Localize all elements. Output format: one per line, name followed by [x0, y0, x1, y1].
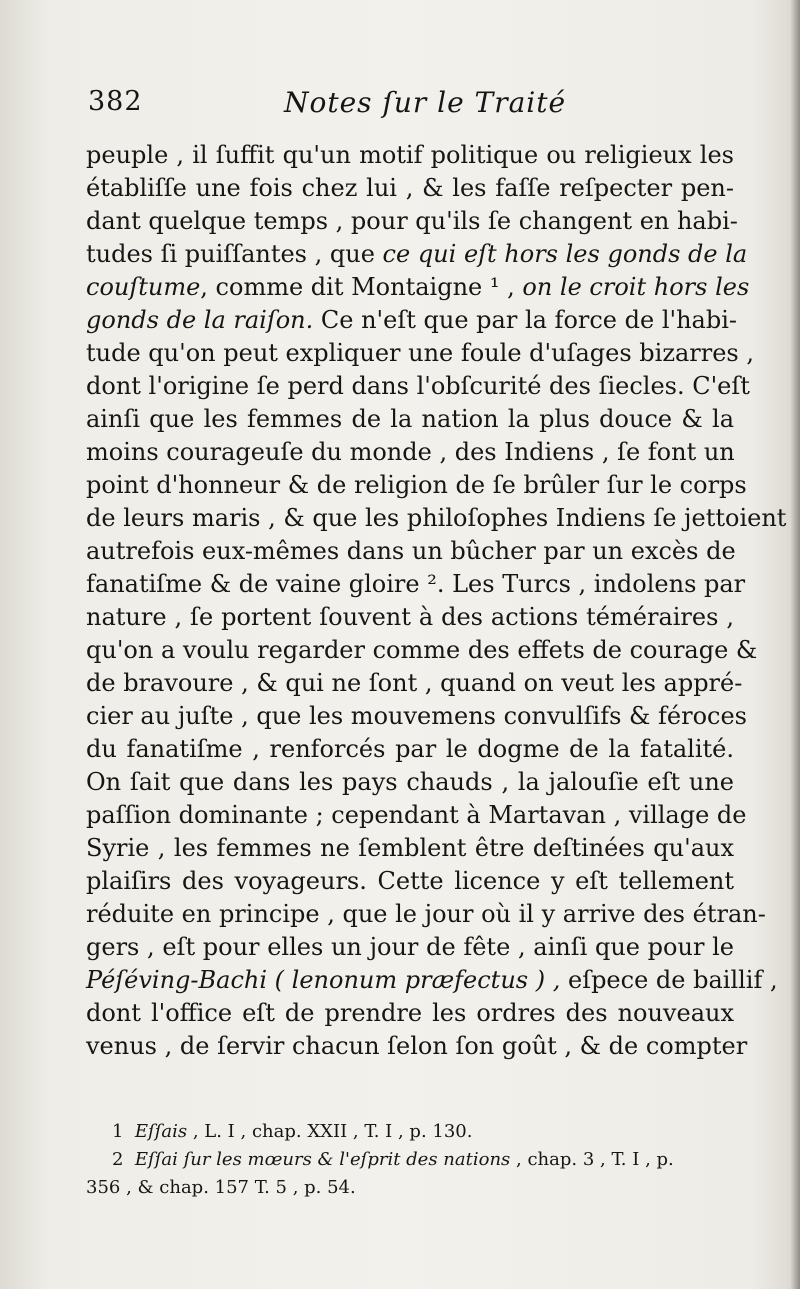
page-number: 382 — [88, 86, 143, 117]
text-line: cier au juſte , que les mouvemens convulſifs & féroces — [86, 702, 747, 730]
footnote-mark: 1 — [112, 1121, 124, 1142]
footnote-reference: , L. I , chap. XXII , T. I , p. 130. — [192, 1121, 473, 1142]
page-binding-shadow — [790, 0, 800, 1289]
text-line: point d'honneur & de religion de ſe brûler ſur le corps — [86, 471, 747, 499]
text-line: moins courageuſe du monde , des Indiens , ſe font un — [86, 438, 735, 466]
text-line: nature , ſe portent ſouvent à des actions téméraires , — [86, 603, 734, 631]
quotation-italic: couſtume — [86, 273, 201, 301]
footnote-title: Eſſai ſur les mœurs & l'eſprit des nations — [134, 1149, 511, 1170]
running-title: Notes ſur le Traité — [284, 86, 567, 119]
footnote-reference: , chap. 3 , T. I , p. — [516, 1149, 674, 1170]
text-line: Syrie , les femmes ne ſemblent être deſtinées qu'aux — [86, 834, 734, 862]
text-line: peuple , il ſuffit qu'un motif politique ou religieux les — [86, 141, 734, 169]
text-segment: eſpece de baillif , — [567, 966, 778, 994]
text-line: réduite en principe , que le jour où il y arrive des étran- — [86, 900, 766, 928]
footnote-mark: 2 — [112, 1149, 124, 1170]
text-line: On ſait que dans les pays chauds , la jalouſie eſt une — [86, 768, 734, 796]
quotation-italic: gonds de la raiſon. — [86, 306, 314, 334]
text-line — [86, 304, 738, 337]
text-line: établiſſe une fois chez lui , & les faſſe reſpecter pen- — [86, 174, 734, 202]
text-segment: , comme dit Montaigne ¹ , — [200, 273, 515, 301]
body-text — [86, 139, 787, 1063]
footnote-2 — [86, 1146, 734, 1174]
text-line — [86, 964, 778, 997]
text-line: tude qu'on peut expliquer une foule d'uſages bizarres , — [86, 339, 755, 367]
text-line: du fanatiſme , renforcés par le dogme de la fatalité. — [86, 735, 734, 763]
text-line: dont l'office eſt de prendre les ordres des nouveaux — [86, 999, 734, 1027]
text-segment: Ce n'eſt que par la force de l'habi- — [320, 306, 738, 334]
footnote-title: Eſſais — [134, 1121, 188, 1142]
text-line: fanatiſme & de vaine gloire ². Les Turcs , indolens par — [86, 570, 746, 598]
text-line: de leurs maris , & que les philoſophes Indiens ſe jettoient — [86, 504, 787, 532]
text-line: dant quelque temps , pour qu'ils ſe changent en habi- — [86, 207, 738, 235]
quotation-italic: ce qui eſt hors les gonds de la — [382, 240, 748, 268]
text-line — [86, 271, 750, 304]
quotation-italic: on le croit hors les — [522, 273, 750, 301]
text-line: venus , de ſervir chacun ſelon ſon goût , & de compter — [86, 1032, 748, 1060]
text-line: qu'on a voulu regarder comme des effets de courage & — [86, 636, 758, 664]
page-header — [88, 86, 728, 126]
text-line: de bravoure , & qui ne ſont , quand on veut les appré- — [86, 669, 743, 697]
text-line: gers , eſt pour elles un jour de fête , ainſi que pour le — [86, 933, 734, 961]
text-line: dont l'origine ſe perd dans l'obſcurité des ſiecles. C'eſt — [86, 372, 750, 400]
footnotes — [86, 1118, 734, 1202]
footnote-1 — [86, 1118, 734, 1146]
title-italic: Péſéving-Bachi ( lenonum præfectus ) , — [86, 966, 561, 994]
footnote-2-continuation: 356 , & chap. 157 T. 5 , p. 54. — [86, 1177, 356, 1198]
text-line: autrefois eux-mêmes dans un bûcher par un excès de — [86, 537, 736, 565]
text-segment: tudes ſi puiſſantes , que — [86, 240, 375, 268]
text-line: plaiſirs des voyageurs. Cette licence y eſt tellement — [86, 867, 734, 895]
text-line: paſſion dominante ; cependant à Martavan , village de — [86, 801, 747, 829]
text-line — [86, 238, 748, 271]
text-line: ainſi que les femmes de la nation la plus douce & la — [86, 405, 734, 433]
